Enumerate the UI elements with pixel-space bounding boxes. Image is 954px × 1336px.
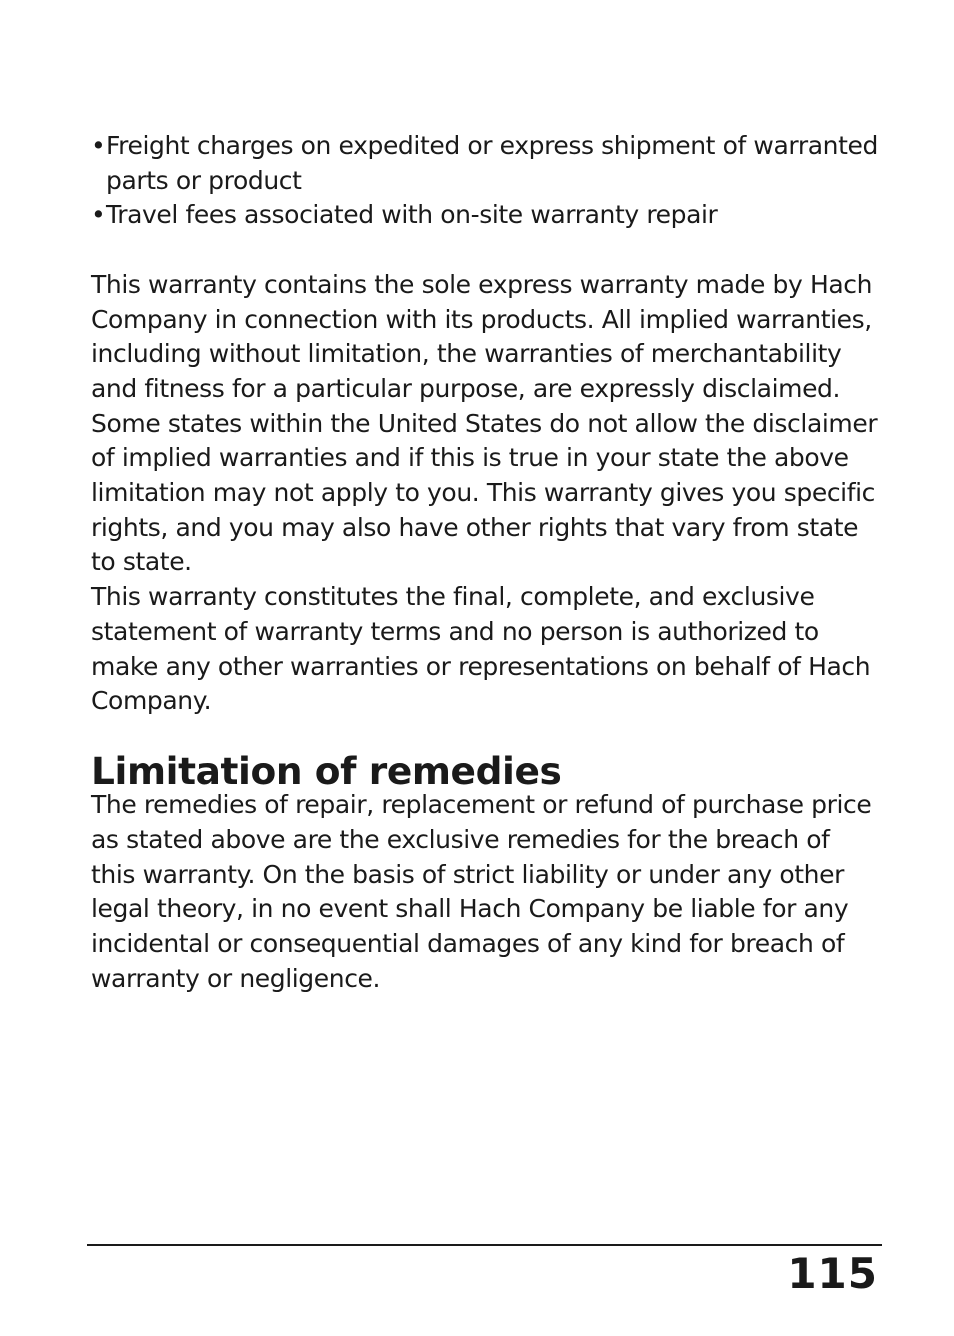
list-item-text: Freight charges on expedited or express shipment of warranted parts or product (106, 131, 878, 195)
bullet-icon: • (91, 200, 106, 230)
remedies-paragraph: The remedies of repair, replacement or refund of purchase price as stated above are the exclusive remedies for the breach of this warranty. On the basis of strict liability or under any other legal theory, in no event shall Hach Company be liable for any incidental or consequential damages of any kind for breach of warranty or negligence. (91, 790, 872, 993)
list-item (91, 198, 881, 233)
list-item (91, 129, 881, 198)
page-content (91, 129, 881, 997)
footer-divider (87, 1244, 882, 1246)
spacer (91, 233, 881, 268)
bullet-icon: • (91, 131, 106, 160)
list-item-text: Travel fees associated with on-site warranty repair (106, 200, 718, 230)
page-number: 115 (787, 1249, 878, 1298)
section-heading: Limitation of remedies (91, 748, 562, 793)
warranty-statement-paragraph: This warranty constitutes the final, complete, and exclusive statement of warranty terms and no person is authorized to make any other warranties or representations on behalf of Hach Company. (91, 582, 871, 716)
warranty-disclaimer-paragraph: This warranty contains the sole express warranty made by Hach Company in connection with its products. All implied warranties, including without limitation, the warranties of merchantability and fitness for a particular purpose, are expressly disclaimed. Some states within the United States do not allow the disclaimer of implied warranties and if this is true in your state the above limitation may not apply to you. This warranty gives you specific rights, and you may also have other rights that vary from state to state. (91, 269, 878, 577)
exclusions-list (91, 129, 881, 233)
